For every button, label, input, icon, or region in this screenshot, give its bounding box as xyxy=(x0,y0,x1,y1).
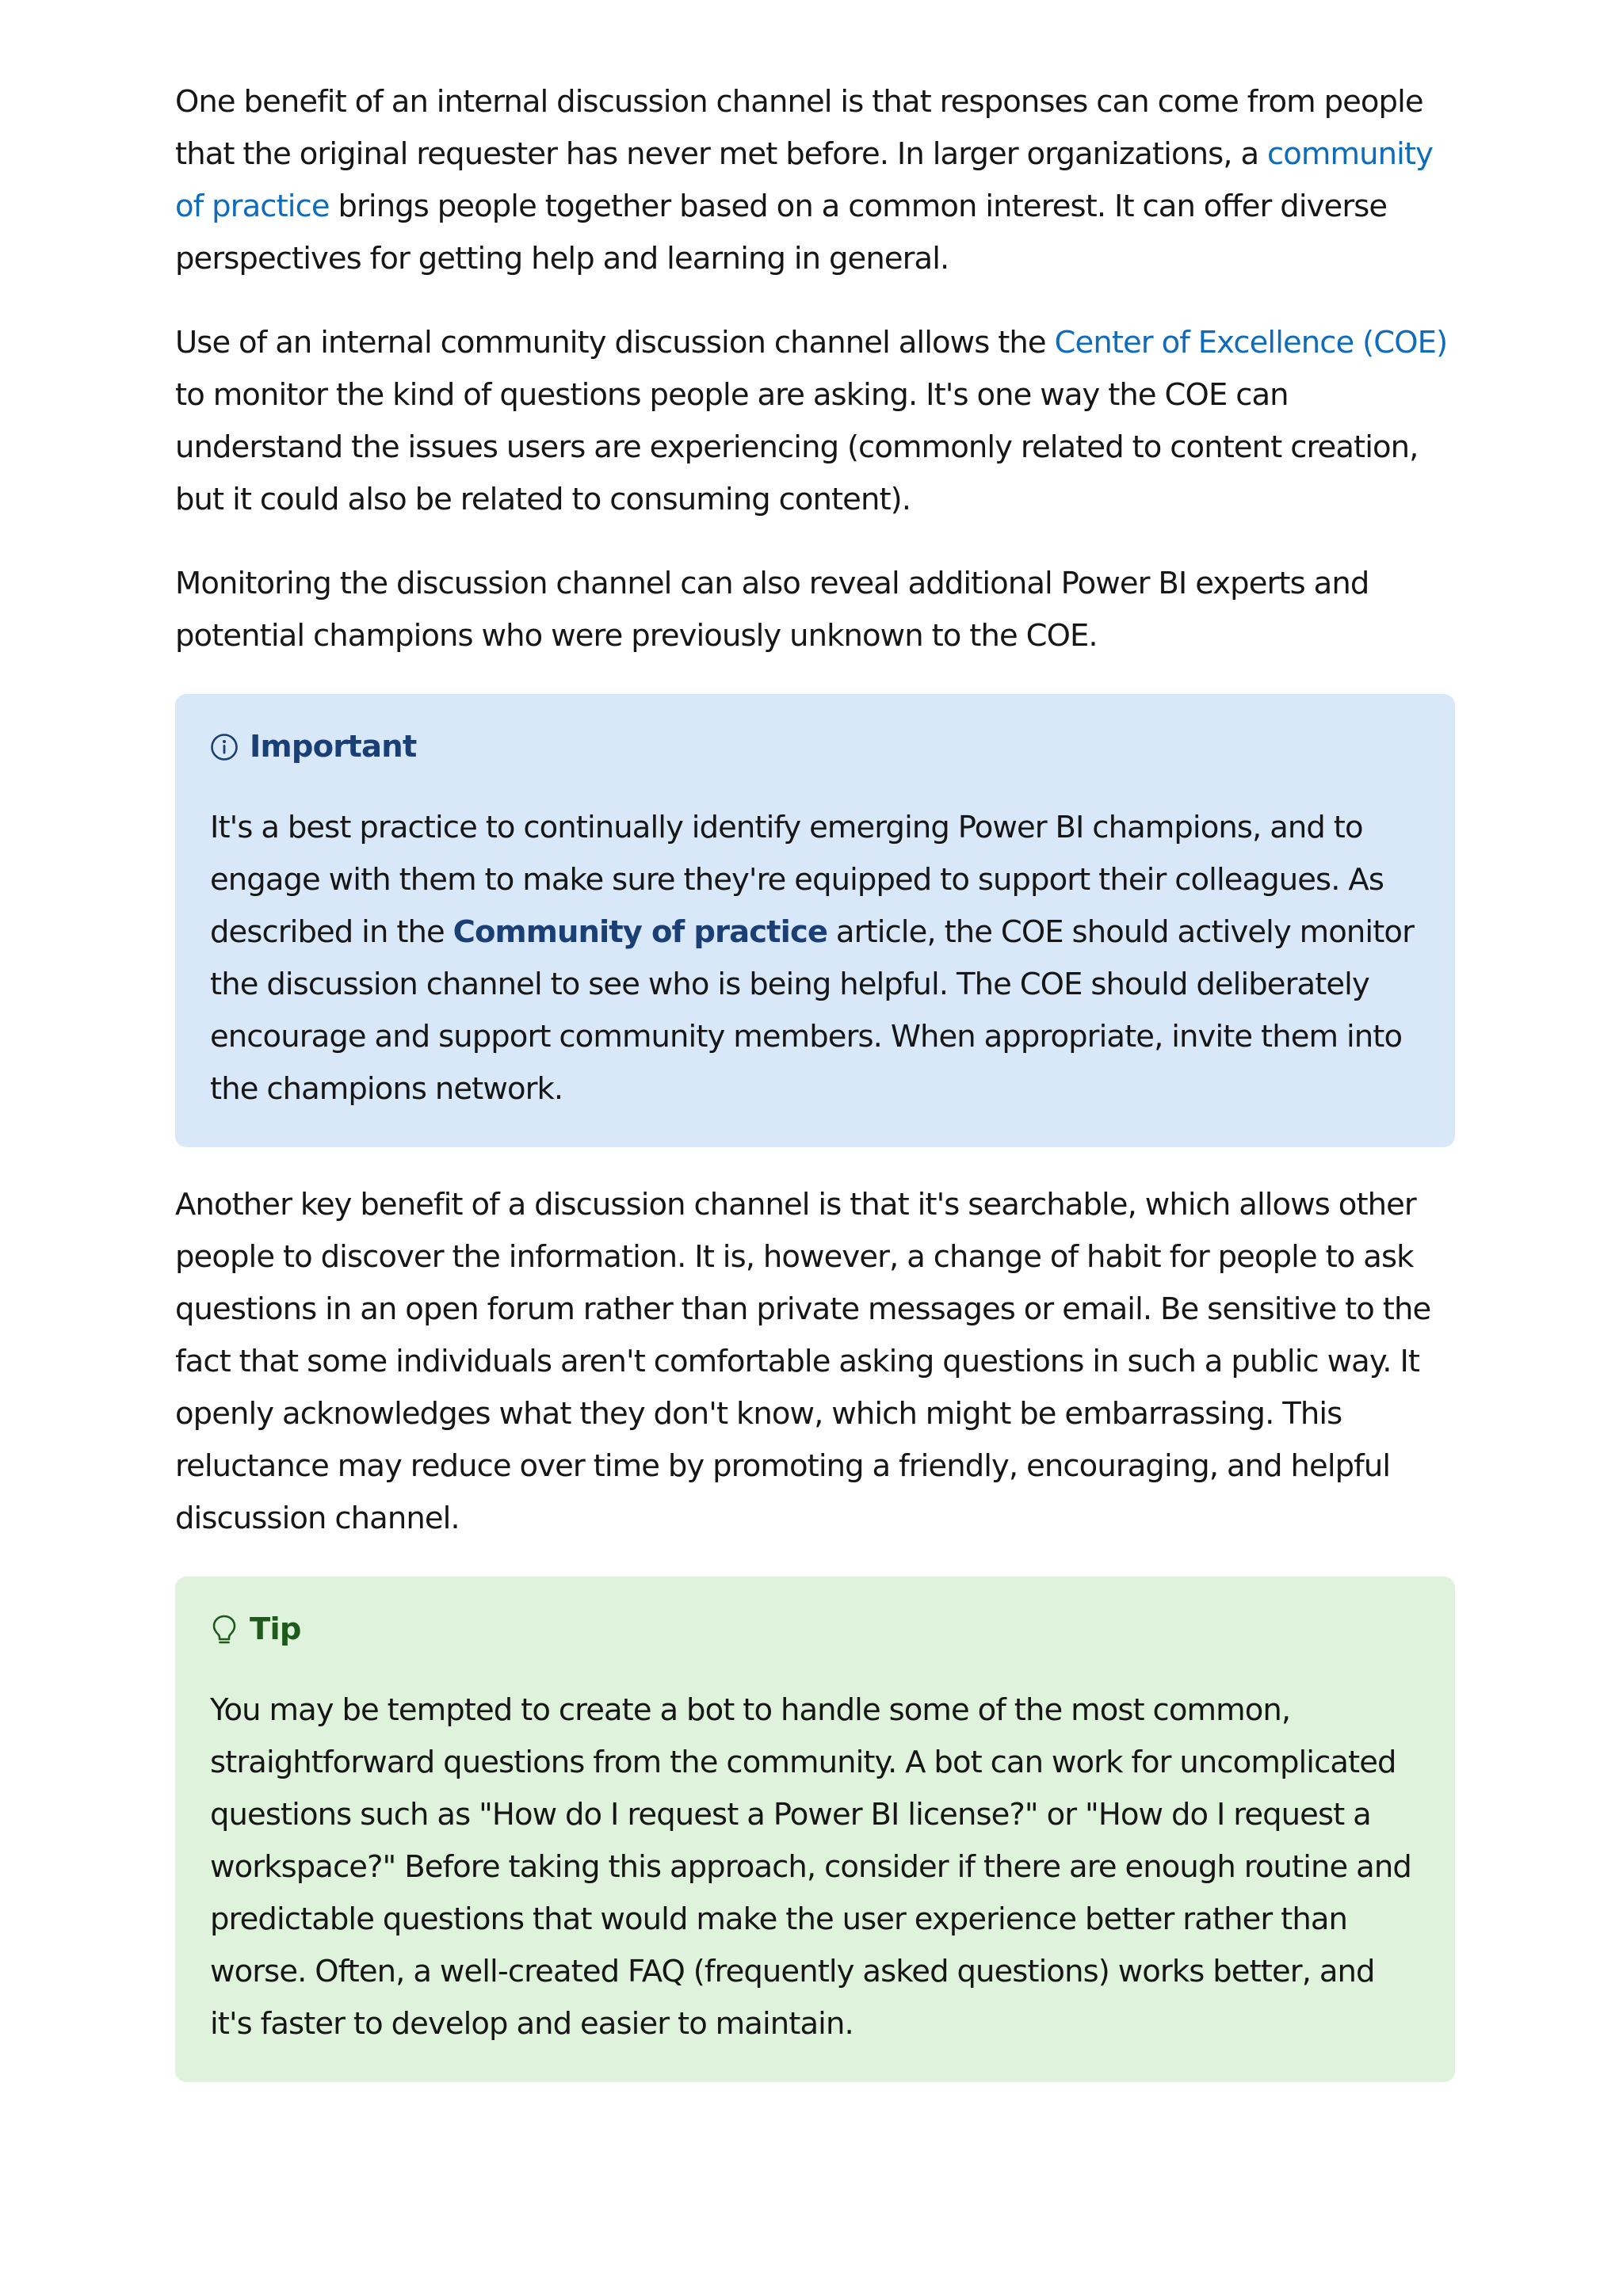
community-of-practice-article-link[interactable]: Community of practice xyxy=(453,914,828,950)
alert-text: article, the COE should actively monitor the discussion channel to see who is being helpful. The COE should deliberately encourage and support community members. When appropriate, invite them into the champions network. xyxy=(210,914,1415,1107)
tip-alert-body: You may be tempted to create a bot to handle some of the most common, straightforward questions from the community. A bot can work for uncomplicated questions such as "How do I request a Power BI license?" or "How do I request a workspace?" Before taking this approach, consider if there are enough routine and predictable questions that would make the user experience better rather than worse. Often, a well-created FAQ (frequently asked questions) works better, and it's faster to develop and easier to maintain. xyxy=(210,1692,1411,2042)
alert-text: It's a best practice to continually identify emerging Power BI champions, and to engage with them to make sure they're equipped to support their colleagues. As described in the xyxy=(210,810,1384,950)
paragraph-text: One benefit of an internal discussion channel is that responses can come from people that the original requester has never met before. In larger organizations, a xyxy=(175,84,1423,172)
paragraph-text: Use of an internal community discussion channel allows the xyxy=(175,325,1055,360)
important-alert xyxy=(175,694,1455,1147)
important-alert-header xyxy=(210,727,1420,767)
paragraph-community-benefit xyxy=(175,76,1455,285)
center-of-excellence-link[interactable]: Center of Excellence (COE) xyxy=(1054,325,1448,360)
paragraph-text: to monitor the kind of questions people are asking. It's one way the COE can understand the issues users are experiencing (commonly related to content creation, but it could also be related to consuming content). xyxy=(175,377,1419,517)
info-circle-icon xyxy=(210,733,239,761)
lightbulb-icon xyxy=(210,1614,239,1646)
tip-alert-title: Tip xyxy=(250,1611,301,1647)
paragraph-coe-monitoring xyxy=(175,317,1455,526)
paragraph-searchable: Another key benefit of a discussion channel is that it's searchable, which allows other people to discover the information. It is, however, a change of habit for people to ask questions in an open forum rather than private messages or email. Be sensitive to the fact that some individuals aren't comfortable asking questions in such a public way. It openly acknowledges what they don't know, which might be embarrassing. This reluctance may reduce over time by promoting a friendly, encouraging, and helpful discussion channel. xyxy=(175,1187,1431,1536)
article-content xyxy=(175,76,1455,2114)
tip-alert-header xyxy=(210,1610,1420,1650)
important-alert-body xyxy=(210,802,1420,1116)
important-alert-title: Important xyxy=(250,729,417,765)
paragraph-reveal-experts: Monitoring the discussion channel can also reveal additional Power BI experts and potential champions who were previously unknown to the COE. xyxy=(175,566,1369,654)
community-of-practice-link[interactable]: community of practice xyxy=(175,136,1433,224)
tip-alert xyxy=(175,1577,1455,2082)
paragraph-text: brings people together based on a common interest. It can offer diverse perspectives for getting help and learning in general. xyxy=(175,189,1388,277)
